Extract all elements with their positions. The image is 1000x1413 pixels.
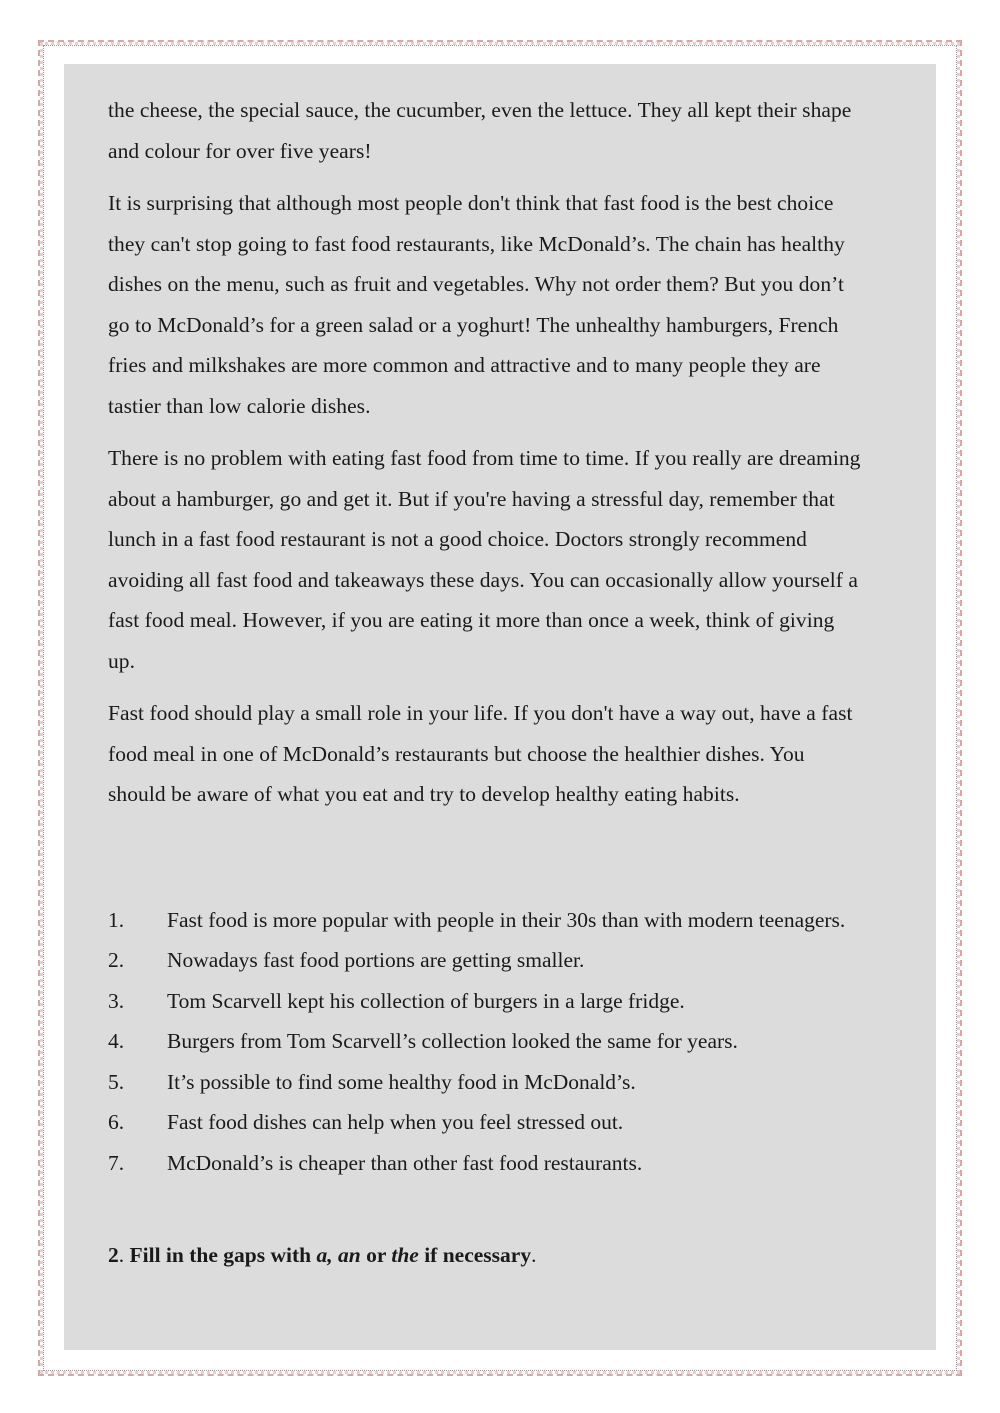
- paragraph: [108, 90, 926, 171]
- statement-list: [108, 900, 926, 1184]
- item-text: Tom Scarvell kept his collection of burgers in a large fridge.: [167, 988, 685, 1013]
- list-item: [108, 940, 926, 981]
- text-line: fries and milkshakes are more common and attractive and to many people they are: [108, 353, 821, 377]
- list-item: [108, 900, 926, 941]
- text-line: lunch in a fast food restaurant is not a good choice. Doctors strongly recommend: [108, 527, 807, 551]
- item-number: 5.: [108, 1069, 125, 1094]
- item-number: 7.: [108, 1150, 125, 1175]
- item-text: McDonald’s is cheaper than other fast food restaurants.: [167, 1150, 643, 1175]
- item-text: Fast food is more popular with people in their 30s than with modern teenagers.: [167, 907, 846, 932]
- item-text: It’s possible to find some healthy food in McDonald’s.: [167, 1069, 636, 1094]
- list-item: [108, 1021, 926, 1062]
- text-line: food meal in one of McDonald’s restaurants but choose the healthier dishes. You: [108, 741, 805, 766]
- paragraph: [108, 183, 926, 426]
- text-line: the cheese, the special sauce, the cucumber, even the lettuce. They all kept their shape: [108, 98, 852, 122]
- text-line: dishes on the menu, such as fruit and vegetables. Why not order them? But you don’t: [108, 272, 844, 296]
- worksheet-page: [64, 64, 936, 1350]
- text-line: and colour for over five years!: [108, 138, 372, 163]
- item-number: 6.: [108, 1110, 125, 1134]
- item-text: Burgers from Tom Scarvell’s collection looked the same for years.: [167, 1029, 738, 1053]
- item-number: 1.: [108, 907, 125, 932]
- text-line: fast food meal. However, if you are eating it more than once a week, think of giving: [108, 608, 835, 632]
- reading-text: [108, 90, 926, 815]
- item-number: 3.: [108, 988, 125, 1013]
- task-separator: .: [118, 1243, 130, 1267]
- list-item: [108, 1062, 926, 1103]
- item-text: Nowadays fast food portions are getting smaller.: [167, 948, 585, 972]
- paragraph: [108, 438, 926, 681]
- text-line: tastier than low calorie dishes.: [108, 393, 371, 418]
- task-or: or: [360, 1243, 392, 1267]
- paragraph: [108, 693, 926, 815]
- task-option-the: the: [391, 1243, 419, 1267]
- task-end: .: [531, 1243, 537, 1267]
- task-heading: [108, 1235, 926, 1275]
- text-line: go to McDonald’s for a green salad or a yoghurt! The unhealthy hamburgers, French: [108, 312, 839, 337]
- task-tail: if necessary: [418, 1243, 532, 1267]
- list-item: [108, 1102, 926, 1143]
- text-line: There is no problem with eating fast food from time to time. If you really are dreaming: [108, 446, 861, 470]
- task-options-a-an: a, an: [316, 1243, 361, 1267]
- text-line: they can't stop going to fast food restaurants, like McDonald’s. The chain has healthy: [108, 231, 845, 256]
- item-number: 2.: [108, 948, 125, 972]
- text-line: about a hamburger, go and get it. But if you're having a stressful day, remember that: [108, 486, 835, 511]
- text-line: avoiding all fast food and takeaways these days. You can occasionally allow yourself a: [108, 567, 859, 592]
- list-item: [108, 981, 926, 1022]
- list-item: [108, 1143, 926, 1184]
- item-number: 4.: [108, 1029, 125, 1053]
- task-lead: Fill in the gaps with: [129, 1243, 317, 1267]
- text-line: Fast food should play a small role in your life. If you don't have a way out, have a fast: [108, 701, 853, 725]
- text-line: It is surprising that although most people don't think that fast food is the best choice: [108, 191, 834, 215]
- task-number: 2: [108, 1243, 119, 1267]
- text-line: should be aware of what you eat and try to develop healthy eating habits.: [108, 782, 740, 806]
- item-text: Fast food dishes can help when you feel stressed out.: [167, 1110, 624, 1134]
- text-line: up.: [108, 648, 136, 673]
